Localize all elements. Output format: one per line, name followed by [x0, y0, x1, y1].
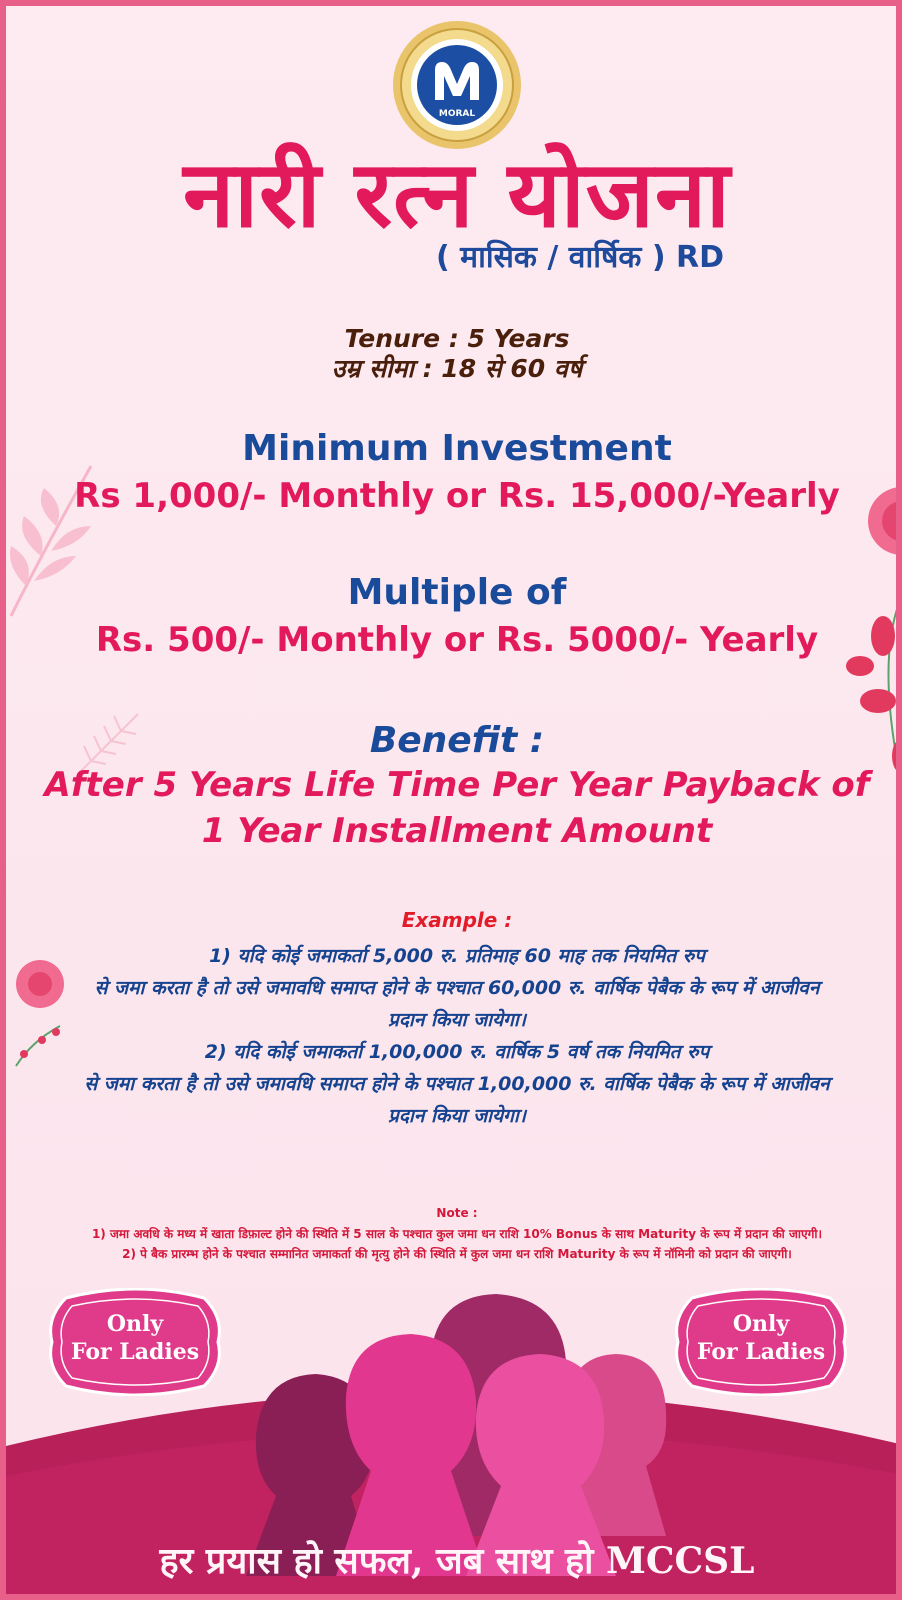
logo-text: MORAL [438, 109, 476, 119]
scheme-title: नारी रत्न योजना [183, 140, 731, 248]
multiple-of-value: Rs. 500/- Monthly or Rs. 5000/- Yearly [95, 620, 819, 660]
only-for-ladies-badge-right [672, 1288, 850, 1396]
min-investment-heading: Minimum Investment [242, 428, 672, 469]
example-heading: Example : [401, 908, 513, 932]
multiple-of-heading: Multiple of [347, 572, 567, 613]
badge-line-1: Only [732, 1311, 790, 1337]
tenure-text: Tenure : 5 Years [344, 324, 570, 353]
example-line: से जमा करता है तो उसे जमावधि समाप्त होने के पश्चात 60,000 रु. वार्षिक पेबैक के रूप में आजीवन [94, 977, 820, 999]
moral-logo [390, 18, 524, 152]
benefit-line-2: 1 Year Installment Amount [201, 811, 713, 851]
example-line: प्रदान किया जायेगा। [388, 1009, 526, 1031]
example-line: 1) यदि कोई जमाकर्ता 5,000 रु. प्रतिमाह 60 माह तक नियमित रुप [209, 945, 705, 967]
note-heading: Note : [436, 1206, 478, 1220]
note-line: 2) पे बैक प्रारम्भ होने के पश्चात सम्मानित जमाकर्ता की मृत्यु होने की स्थिति में कुल जमा धन राशि Maturity के रूप में नॉमिनी को प्रदान की जाएगी। [122, 1247, 792, 1261]
age-limit-text: उम्र सीमा : 18 से 60 वर्ष [331, 354, 583, 383]
footer-tagline: हर प्रयास हो सफल, जब साथ हो MCCSL [159, 1540, 755, 1582]
example-line: से जमा करता है तो उसे जमावधि समाप्त होने के पश्चात 1,00,000 रु. वार्षिक पेबैक के रूप में आजीवन [84, 1073, 830, 1095]
example-line: प्रदान किया जायेगा। [388, 1105, 526, 1127]
badge-line-1: Only [106, 1311, 164, 1337]
note-line: 1) जमा अवधि के मध्य में खाता डिफ़ाल्ट होने की स्थिति में 5 साल के पश्चात कुल जमा धन राशि 10% Bonus के साथ Maturity के रूप में प्रदान की जाएगी। [91, 1227, 823, 1241]
example-line: 2) यदि कोई जमाकर्ता 1,00,000 रु. वार्षिक 5 वर्ष तक नियमित रुप [204, 1041, 710, 1063]
badge-line-2: For Ladies [70, 1339, 200, 1365]
badge-line-2: For Ladies [696, 1339, 826, 1365]
benefit-heading: Benefit : [369, 720, 545, 761]
scheme-subtitle: ( मासिक / वार्षिक ) RD [436, 240, 725, 275]
min-investment-value: Rs 1,000/- Monthly or Rs. 15,000/-Yearly [74, 476, 840, 516]
benefit-line-1: After 5 Years Life Time Per Year Payback of [44, 765, 870, 805]
only-for-ladies-badge-left [46, 1288, 224, 1396]
